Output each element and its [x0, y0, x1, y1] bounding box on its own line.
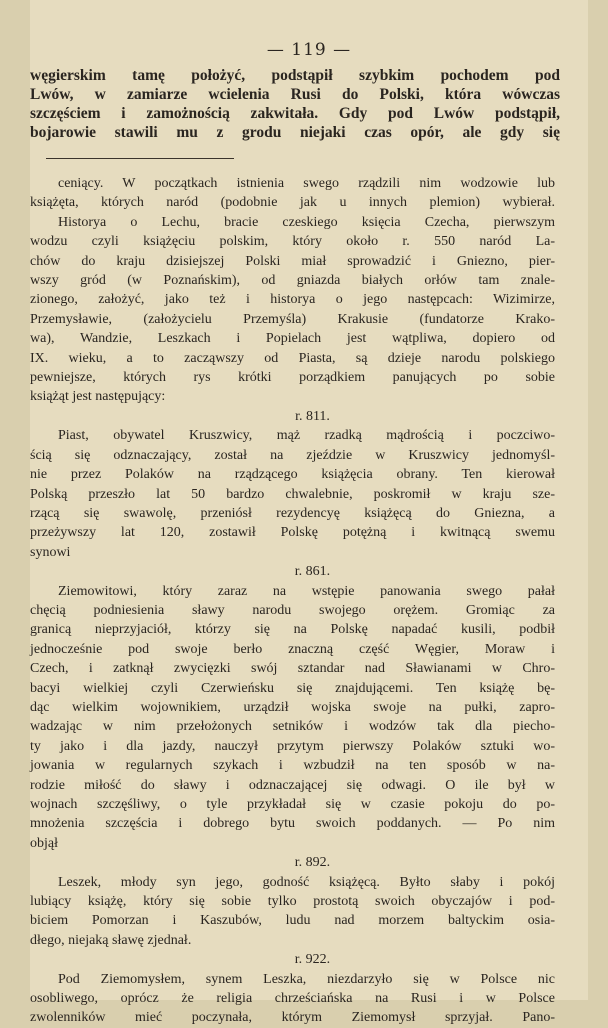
footnote-line: nie przez Polaków na rządzącego książęcia obrany. Ten kierował	[30, 467, 555, 483]
footnote-line: Piast, obywatel Kruszwicy, mąż rzadką mądrością i poczciwo-	[58, 428, 555, 444]
footnote-line: Przemysławie, (założycielu Przemyśla) Krakusie (fundatorze Krako-	[30, 311, 555, 327]
footnote-line: bacyi wielkiej czyli Czerwieńsku się znajdującemi. Ten książę bę-	[30, 680, 555, 696]
footnote-line: Polską przeszło lat 50 bardzo chwalebnie, poskromił w kraju sze-	[30, 486, 555, 502]
footnote-line: dłego, niejaką sławę zjednał.	[30, 932, 192, 948]
footnote-separator	[46, 158, 234, 159]
footnote-line: zwolenników mieć poczynała, którym Ziemomysł sprzyjał. Pano-	[30, 1010, 555, 1026]
footnote-line: ty jako i dla jazdy, nauczył przytym pierwszy Polaków sztuki wo-	[30, 738, 555, 754]
footnote-line: jowania w regularnych szykach i wzbudził na ten sposób w na-	[30, 758, 555, 774]
main-text-line: bojarowie stawili mu z grodu niejaki czas opór, ale gdy się	[30, 124, 560, 141]
footnote-line: książąt jest następujący:	[30, 389, 166, 405]
footnote	[30, 174, 555, 1028]
footnote-line: rzącą się swawolę, przeniósł rezydencyę książęcą do Gniezna, a	[30, 505, 555, 521]
footnote-line: jednocześnie pod swoje berło znaczną część Węgier, Moraw i	[30, 641, 555, 657]
footnote-line: osobliwego, oprócz że religia chrześciańska na Rusi i w Polsce	[30, 991, 555, 1007]
year-heading: r. 811.	[295, 408, 330, 424]
footnote-line: chęcią podniesienia sławy narodu swojego orężem. Gromiąc za	[30, 602, 555, 618]
footnote-line: zionego, założyć, jako też i historya o jego następcach: Wizimirze,	[30, 292, 555, 308]
footnote-line: objął	[30, 835, 58, 851]
footnote-line: ścią się odznaczający, został na zjeździe w Kruszwicy jednomyśl-	[30, 447, 555, 463]
footnote-line: Pod Ziemomysłem, synem Leszka, niezdarzyło się w Polsce nic	[58, 971, 555, 987]
footnote-line: ceniący. W początkach istnienia swego rządzili nim wodzowie lub	[58, 176, 555, 191]
main-text-line: szczęściem i zamożnością zakwitała. Gdy pod Lwów podstąpił,	[30, 105, 560, 122]
footnote-line: wodzu czyli książęciu polskim, który około r. 550 naród La-	[30, 234, 555, 250]
footnote-line: mnożenia szczęścia i dobrego bytu swoich poddanych. — Po nim	[30, 816, 555, 832]
footnote-line: pewniejsze, których rys krótki porządkiem panujących po sobie	[30, 370, 555, 386]
year-heading: r. 922.	[294, 952, 331, 968]
footnote-line: granicą nieprzyjaciół, którzy się na Polskę napadać kusili, podbił	[30, 622, 555, 638]
footnote-line: książęta, których naród (podobnie jak u innych plemion) wybierał.	[30, 195, 555, 211]
footnote-line: synowi	[30, 544, 71, 560]
footnote-line: przeżywszy lat 120, zostawił Polskę potężną i kwitnącą swemu	[30, 525, 555, 541]
page-number: — 119 —	[266, 40, 352, 60]
year-heading: r. 892.	[294, 855, 331, 871]
footnote-line: Historya o Lechu, bracie czeskiego księcia Czecha, pierwszym	[58, 214, 555, 230]
footnote-line: dąc wielkim wojownikiem, urządził wojska swoje na pułki, zapro-	[30, 699, 555, 715]
footnote-line: wojnach szczęśliwy, o tyle przykładał się w czasie pokoju do po-	[30, 797, 555, 812]
footnote-line: Ziemowitowi, który zaraz na wstępie panowania swego pałał	[58, 583, 555, 599]
main-text-line: Lwów, w zamiarze wcielenia Rusi do Polski, która wówczas	[30, 86, 560, 103]
main-text	[30, 66, 560, 142]
main-text-line: węgierskim tamę położyć, podstąpił szybkim pochodem pod	[30, 67, 560, 84]
footnote-line: chów do kraju dzisiejszej Polski miał sprowadzić i Gniezno, pier-	[30, 253, 555, 269]
footnote-line: rodzie miłość do sławy i odznaczającej się odwagi. O ile był w	[30, 777, 555, 793]
footnote-line: lubiący książę, który się sobie tylko prostotą swoich obyczajów i pod-	[30, 894, 555, 910]
book-page	[30, 0, 588, 1026]
year-heading: r. 861.	[294, 564, 331, 580]
footnote-line: wa), Wandzie, Leszkach i Popielach jest wątpliwa, dopiero od	[30, 331, 555, 347]
footnote-line: wadzając w nim przełożonych setników i wodzów tak dla piecho-	[30, 719, 555, 735]
footnote-line: Czech, i zatknął zwycięzki swój sztandar nad Sławianami w Chro-	[30, 661, 555, 677]
footnote-line: IX. wieku, a to zacząwszy od Piasta, są dzieje narodu polskiego	[30, 350, 555, 366]
footnote-line: wszy gród (w Poznańskim), od gniazda białych orłów tam znale-	[30, 273, 555, 289]
footnote-line: Leszek, młody syn jego, godność książęcą. Byłto słaby i pokój	[58, 874, 555, 890]
footnote-line: biciem Pomorzan i Kaszubów, ludu nad morzem baltyckim osia-	[30, 913, 555, 929]
